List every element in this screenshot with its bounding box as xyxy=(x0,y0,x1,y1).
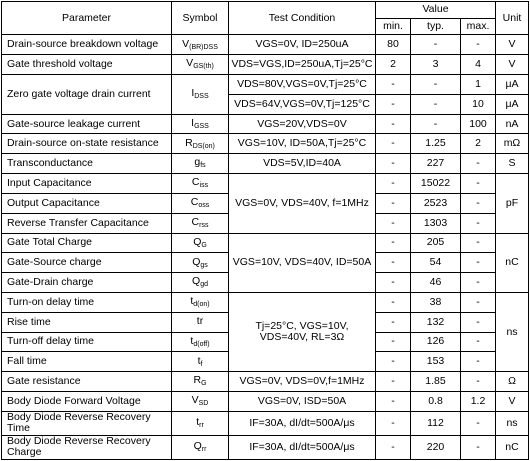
max-cell: - xyxy=(461,35,496,55)
min-cell: - xyxy=(376,134,411,154)
header-symbol: Symbol xyxy=(172,2,229,35)
param-cell: Body Diode Reverse Recovery Time xyxy=(2,411,172,435)
min-cell: 2 xyxy=(376,55,411,75)
header-min: min. xyxy=(376,18,411,35)
condition-cell: VDS=VGS,ID=250uA,Tj=25°C xyxy=(229,55,376,75)
typ-cell: 205 xyxy=(411,233,461,253)
param-cell: Gate-Drain charge xyxy=(2,273,172,293)
param-cell: Gate-Source charge xyxy=(2,253,172,273)
condition-cell: Tj=25°C, VGS=10V, VDS=40V, RL=3Ω xyxy=(229,292,376,371)
header-test-condition: Test Condition xyxy=(229,2,376,35)
table-row xyxy=(2,35,529,55)
table-row xyxy=(2,372,529,392)
condition-cell: VGS=20V,VDS=0V xyxy=(229,114,376,134)
table-row xyxy=(2,75,529,95)
min-cell: - xyxy=(376,332,411,352)
param-cell: Gate-source leakage current xyxy=(2,114,172,134)
param-cell: Body Diode Forward Voltage xyxy=(2,392,172,412)
param-cell: Reverse Transfer Capacitance xyxy=(2,213,172,233)
condition-cell: IF=30A, dI/dt=500A/μs xyxy=(229,435,376,459)
max-cell: - xyxy=(461,435,496,459)
min-cell: - xyxy=(376,372,411,392)
max-cell: - xyxy=(461,312,496,332)
param-cell: Drain-source breakdown voltage xyxy=(2,35,172,55)
table-row xyxy=(2,392,529,412)
min-cell: - xyxy=(376,154,411,174)
param-cell: Fall time xyxy=(2,352,172,372)
param-cell: Gate resistance xyxy=(2,372,172,392)
unit-cell: mΩ xyxy=(496,134,529,154)
symbol-cell: $Q_{gs}$ xyxy=(172,253,229,273)
symbol-cell: $t_{rr}$ xyxy=(172,411,229,435)
unit-cell: nC xyxy=(496,435,529,459)
min-cell: - xyxy=(376,114,411,134)
typ-cell: 227 xyxy=(411,154,461,174)
condition-cell: VGS=10V, VDS=40V, ID=50A xyxy=(229,233,376,292)
typ-cell: 1.85 xyxy=(411,372,461,392)
table-row xyxy=(2,55,529,75)
typ-cell: - xyxy=(411,75,461,95)
symbol-cell: $t_{d(off)}$ xyxy=(172,332,229,352)
typ-cell: 1.25 xyxy=(411,134,461,154)
max-cell: - xyxy=(461,253,496,273)
max-cell: - xyxy=(461,352,496,372)
min-cell: - xyxy=(376,312,411,332)
max-cell: - xyxy=(461,273,496,293)
typ-cell: 3 xyxy=(411,55,461,75)
condition-cell: VDS=5V,ID=40A xyxy=(229,154,376,174)
min-cell: - xyxy=(376,75,411,95)
typ-cell: 46 xyxy=(411,273,461,293)
symbol-cell: $I_{DSS}$ xyxy=(172,75,229,115)
max-cell: - xyxy=(461,193,496,213)
symbol-cell: $Q_{gd}$ xyxy=(172,273,229,293)
param-cell: Body Diode Reverse Recovery Charge xyxy=(2,435,172,459)
max-cell: - xyxy=(461,213,496,233)
param-cell: Gate threshold voltage xyxy=(2,55,172,75)
typ-cell: 132 xyxy=(411,312,461,332)
symbol-cell: $g_{fs}$ xyxy=(172,154,229,174)
symbol-cell: $Q_G$ xyxy=(172,233,229,253)
typ-cell: 0.8 xyxy=(411,392,461,412)
min-cell: - xyxy=(376,253,411,273)
unit-cell: μA xyxy=(496,75,529,95)
max-cell: - xyxy=(461,411,496,435)
max-cell: 10 xyxy=(461,94,496,114)
param-cell: Zero gate voltage drain current xyxy=(2,75,172,115)
max-cell: 1 xyxy=(461,75,496,95)
symbol-cell: $V_{SD}$ xyxy=(172,392,229,412)
param-cell: Drain-source on-state resistance xyxy=(2,134,172,154)
condition-cell: VGS=0V, VDS=0V,f=1MHz xyxy=(229,372,376,392)
header-unit: Unit xyxy=(496,2,529,35)
unit-cell: V xyxy=(496,392,529,412)
table-row xyxy=(2,411,529,435)
max-cell: - xyxy=(461,292,496,312)
header-parameter: Parameter xyxy=(2,2,172,35)
table-row xyxy=(2,134,529,154)
condition-cell: VDS=80V,VGS=0V,Tj=25°C xyxy=(229,75,376,95)
typ-cell: 112 xyxy=(411,411,461,435)
typ-cell: 38 xyxy=(411,292,461,312)
max-cell: 100 xyxy=(461,114,496,134)
max-cell: - xyxy=(461,154,496,174)
typ-cell: 1303 xyxy=(411,213,461,233)
param-cell: Turn-on delay time xyxy=(2,292,172,312)
typ-cell: 2523 xyxy=(411,193,461,213)
table-row xyxy=(2,292,529,312)
unit-cell: ns xyxy=(496,292,529,371)
min-cell: - xyxy=(376,392,411,412)
typ-cell: 54 xyxy=(411,253,461,273)
unit-cell: nA xyxy=(496,114,529,134)
min-cell: - xyxy=(376,352,411,372)
symbol-cell: $Q_{rr}$ xyxy=(172,435,229,459)
typ-cell: - xyxy=(411,94,461,114)
min-cell: - xyxy=(376,292,411,312)
min-cell: - xyxy=(376,213,411,233)
condition-cell: VGS=10V, ID=50A,Tj=25°C xyxy=(229,134,376,154)
symbol-cell: $C_{oss}$ xyxy=(172,193,229,213)
table-row xyxy=(2,174,529,194)
header-max: max. xyxy=(461,18,496,35)
min-cell: - xyxy=(376,435,411,459)
min-cell: - xyxy=(376,193,411,213)
table-row xyxy=(2,114,529,134)
param-cell: Turn-off delay time xyxy=(2,332,172,352)
unit-cell: μA xyxy=(496,94,529,114)
param-cell: Input Capacitance xyxy=(2,174,172,194)
symbol-cell: $R_{DS(on)}$ xyxy=(172,134,229,154)
typ-cell: 153 xyxy=(411,352,461,372)
max-cell: - xyxy=(461,233,496,253)
header-typ: typ. xyxy=(411,18,461,35)
symbol-cell: $R_G$ xyxy=(172,372,229,392)
table-row xyxy=(2,154,529,174)
condition-cell: VDS=64V,VGS=0V,Tj=125°C xyxy=(229,94,376,114)
condition-cell: VGS=0V, ISD=50A xyxy=(229,392,376,412)
min-cell: - xyxy=(376,273,411,293)
symbol-cell: tr xyxy=(172,312,229,332)
param-cell: Gate Total Charge xyxy=(2,233,172,253)
symbol-cell: $t_f$ xyxy=(172,352,229,372)
unit-cell: Ω xyxy=(496,372,529,392)
unit-cell: V xyxy=(496,55,529,75)
unit-cell: pF xyxy=(496,174,529,233)
max-cell: 4 xyxy=(461,55,496,75)
condition-cell: VGS=0V, ID=250uA xyxy=(229,35,376,55)
param-cell: Transconductance xyxy=(2,154,172,174)
table-row xyxy=(2,233,529,253)
unit-cell: nC xyxy=(496,233,529,292)
condition-cell: IF=30A, dI/dt=500A/μs xyxy=(229,411,376,435)
min-cell: - xyxy=(376,411,411,435)
unit-cell: ns xyxy=(496,411,529,435)
table-row xyxy=(2,435,529,459)
typ-cell: 220 xyxy=(411,435,461,459)
min-cell: - xyxy=(376,233,411,253)
symbol-cell: $C_{iss}$ xyxy=(172,174,229,194)
param-cell: Rise time xyxy=(2,312,172,332)
typ-cell: 126 xyxy=(411,332,461,352)
max-cell: - xyxy=(461,372,496,392)
unit-cell: V xyxy=(496,35,529,55)
typ-cell: 15022 xyxy=(411,174,461,194)
symbol-cell: $V_{(BR)DSS}$ xyxy=(172,35,229,55)
max-cell: 2 xyxy=(461,134,496,154)
symbol-cell: $I_{GSS}$ xyxy=(172,114,229,134)
min-cell: - xyxy=(376,94,411,114)
electrical-characteristics-table xyxy=(1,1,529,460)
max-cell: - xyxy=(461,174,496,194)
symbol-cell: $V_{GS(th)}$ xyxy=(172,55,229,75)
min-cell: 80 xyxy=(376,35,411,55)
condition-cell: VGS=0V, VDS=40V, f=1MHz xyxy=(229,174,376,233)
param-cell: Output Capacitance xyxy=(2,193,172,213)
typ-cell: - xyxy=(411,114,461,134)
header-value: Value xyxy=(376,2,496,19)
unit-cell: S xyxy=(496,154,529,174)
symbol-cell: $t_{d(on)}$ xyxy=(172,292,229,312)
symbol-cell: $C_{rss}$ xyxy=(172,213,229,233)
typ-cell: - xyxy=(411,35,461,55)
max-cell: - xyxy=(461,332,496,352)
max-cell: 1.2 xyxy=(461,392,496,412)
min-cell: - xyxy=(376,174,411,194)
